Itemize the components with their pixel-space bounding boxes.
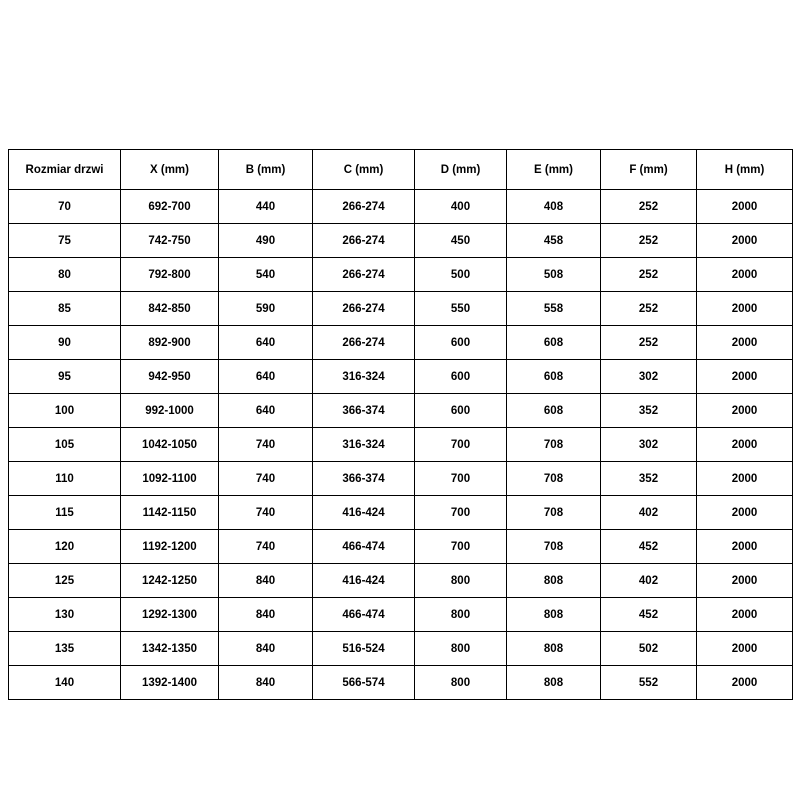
cell-c: 266-274 [313, 326, 415, 360]
door-dimensions-table [8, 149, 793, 700]
table-row [9, 360, 793, 394]
cell-x: 1192-1200 [121, 530, 219, 564]
cell-door-size: 115 [9, 496, 121, 530]
cell-f: 402 [601, 496, 697, 530]
cell-d: 600 [415, 394, 507, 428]
cell-door-size: 100 [9, 394, 121, 428]
cell-d: 700 [415, 428, 507, 462]
cell-f: 302 [601, 360, 697, 394]
cell-h: 2000 [697, 598, 793, 632]
cell-d: 600 [415, 360, 507, 394]
cell-door-size: 140 [9, 666, 121, 700]
table-row [9, 632, 793, 666]
cell-x: 742-750 [121, 224, 219, 258]
cell-c: 516-524 [313, 632, 415, 666]
cell-c: 466-474 [313, 530, 415, 564]
table-row [9, 462, 793, 496]
cell-d: 700 [415, 496, 507, 530]
cell-d: 800 [415, 564, 507, 598]
cell-b: 540 [219, 258, 313, 292]
cell-b: 640 [219, 360, 313, 394]
cell-e: 408 [507, 190, 601, 224]
cell-f: 452 [601, 530, 697, 564]
cell-e: 608 [507, 360, 601, 394]
cell-x: 1242-1250 [121, 564, 219, 598]
cell-b: 740 [219, 462, 313, 496]
column-header-x: X (mm) [121, 150, 219, 190]
cell-door-size: 75 [9, 224, 121, 258]
cell-x: 792-800 [121, 258, 219, 292]
cell-c: 266-274 [313, 258, 415, 292]
cell-b: 840 [219, 564, 313, 598]
cell-b: 740 [219, 428, 313, 462]
table-row [9, 190, 793, 224]
cell-door-size: 85 [9, 292, 121, 326]
cell-c: 416-424 [313, 496, 415, 530]
cell-x: 1292-1300 [121, 598, 219, 632]
column-header-c: C (mm) [313, 150, 415, 190]
cell-c: 566-574 [313, 666, 415, 700]
cell-c: 266-274 [313, 224, 415, 258]
cell-b: 840 [219, 598, 313, 632]
table-row [9, 258, 793, 292]
cell-door-size: 70 [9, 190, 121, 224]
cell-x: 892-900 [121, 326, 219, 360]
cell-h: 2000 [697, 496, 793, 530]
table-header [9, 150, 793, 190]
cell-h: 2000 [697, 224, 793, 258]
cell-b: 440 [219, 190, 313, 224]
cell-e: 708 [507, 428, 601, 462]
cell-h: 2000 [697, 666, 793, 700]
cell-x: 1142-1150 [121, 496, 219, 530]
table-header-row [9, 150, 793, 190]
table-row [9, 496, 793, 530]
table-row [9, 564, 793, 598]
cell-x: 842-850 [121, 292, 219, 326]
cell-d: 800 [415, 666, 507, 700]
cell-c: 266-274 [313, 190, 415, 224]
cell-d: 550 [415, 292, 507, 326]
table-row [9, 394, 793, 428]
cell-d: 400 [415, 190, 507, 224]
cell-door-size: 90 [9, 326, 121, 360]
cell-e: 808 [507, 598, 601, 632]
cell-h: 2000 [697, 292, 793, 326]
cell-x: 942-950 [121, 360, 219, 394]
column-header-d: D (mm) [415, 150, 507, 190]
cell-f: 252 [601, 190, 697, 224]
cell-b: 640 [219, 326, 313, 360]
cell-c: 266-274 [313, 292, 415, 326]
cell-d: 450 [415, 224, 507, 258]
cell-b: 840 [219, 632, 313, 666]
cell-door-size: 95 [9, 360, 121, 394]
cell-door-size: 135 [9, 632, 121, 666]
cell-f: 352 [601, 462, 697, 496]
column-header-b: B (mm) [219, 150, 313, 190]
cell-f: 252 [601, 292, 697, 326]
cell-b: 740 [219, 530, 313, 564]
table-body [9, 190, 793, 700]
cell-e: 608 [507, 326, 601, 360]
table-row [9, 326, 793, 360]
cell-f: 552 [601, 666, 697, 700]
cell-d: 800 [415, 632, 507, 666]
cell-x: 992-1000 [121, 394, 219, 428]
cell-h: 2000 [697, 632, 793, 666]
cell-d: 600 [415, 326, 507, 360]
cell-b: 840 [219, 666, 313, 700]
column-header-door-size: Rozmiar drzwi [9, 150, 121, 190]
cell-c: 366-374 [313, 394, 415, 428]
table-row [9, 292, 793, 326]
cell-e: 558 [507, 292, 601, 326]
cell-f: 252 [601, 326, 697, 360]
cell-h: 2000 [697, 258, 793, 292]
cell-f: 402 [601, 564, 697, 598]
cell-h: 2000 [697, 530, 793, 564]
cell-d: 700 [415, 462, 507, 496]
cell-h: 2000 [697, 360, 793, 394]
cell-x: 1092-1100 [121, 462, 219, 496]
table-row [9, 224, 793, 258]
cell-door-size: 125 [9, 564, 121, 598]
cell-h: 2000 [697, 428, 793, 462]
cell-e: 608 [507, 394, 601, 428]
cell-door-size: 120 [9, 530, 121, 564]
table-row [9, 666, 793, 700]
cell-x: 1342-1350 [121, 632, 219, 666]
door-size-specification-sheet [8, 149, 792, 700]
cell-door-size: 105 [9, 428, 121, 462]
cell-d: 800 [415, 598, 507, 632]
cell-b: 490 [219, 224, 313, 258]
cell-x: 1392-1400 [121, 666, 219, 700]
cell-x: 692-700 [121, 190, 219, 224]
cell-x: 1042-1050 [121, 428, 219, 462]
cell-e: 508 [507, 258, 601, 292]
table-row [9, 598, 793, 632]
cell-b: 590 [219, 292, 313, 326]
table-row [9, 530, 793, 564]
cell-door-size: 110 [9, 462, 121, 496]
cell-f: 302 [601, 428, 697, 462]
column-header-f: F (mm) [601, 150, 697, 190]
cell-e: 808 [507, 666, 601, 700]
cell-c: 466-474 [313, 598, 415, 632]
column-header-e: E (mm) [507, 150, 601, 190]
cell-c: 366-374 [313, 462, 415, 496]
cell-e: 458 [507, 224, 601, 258]
cell-door-size: 80 [9, 258, 121, 292]
column-header-h: H (mm) [697, 150, 793, 190]
cell-h: 2000 [697, 462, 793, 496]
cell-e: 708 [507, 530, 601, 564]
table-row [9, 428, 793, 462]
cell-c: 316-324 [313, 428, 415, 462]
cell-e: 808 [507, 632, 601, 666]
cell-e: 708 [507, 462, 601, 496]
cell-door-size: 130 [9, 598, 121, 632]
cell-d: 500 [415, 258, 507, 292]
cell-c: 316-324 [313, 360, 415, 394]
cell-e: 708 [507, 496, 601, 530]
cell-h: 2000 [697, 394, 793, 428]
cell-f: 252 [601, 224, 697, 258]
cell-b: 640 [219, 394, 313, 428]
cell-d: 700 [415, 530, 507, 564]
cell-f: 452 [601, 598, 697, 632]
cell-h: 2000 [697, 190, 793, 224]
cell-f: 352 [601, 394, 697, 428]
cell-e: 808 [507, 564, 601, 598]
cell-f: 252 [601, 258, 697, 292]
cell-c: 416-424 [313, 564, 415, 598]
cell-h: 2000 [697, 326, 793, 360]
cell-h: 2000 [697, 564, 793, 598]
cell-f: 502 [601, 632, 697, 666]
cell-b: 740 [219, 496, 313, 530]
